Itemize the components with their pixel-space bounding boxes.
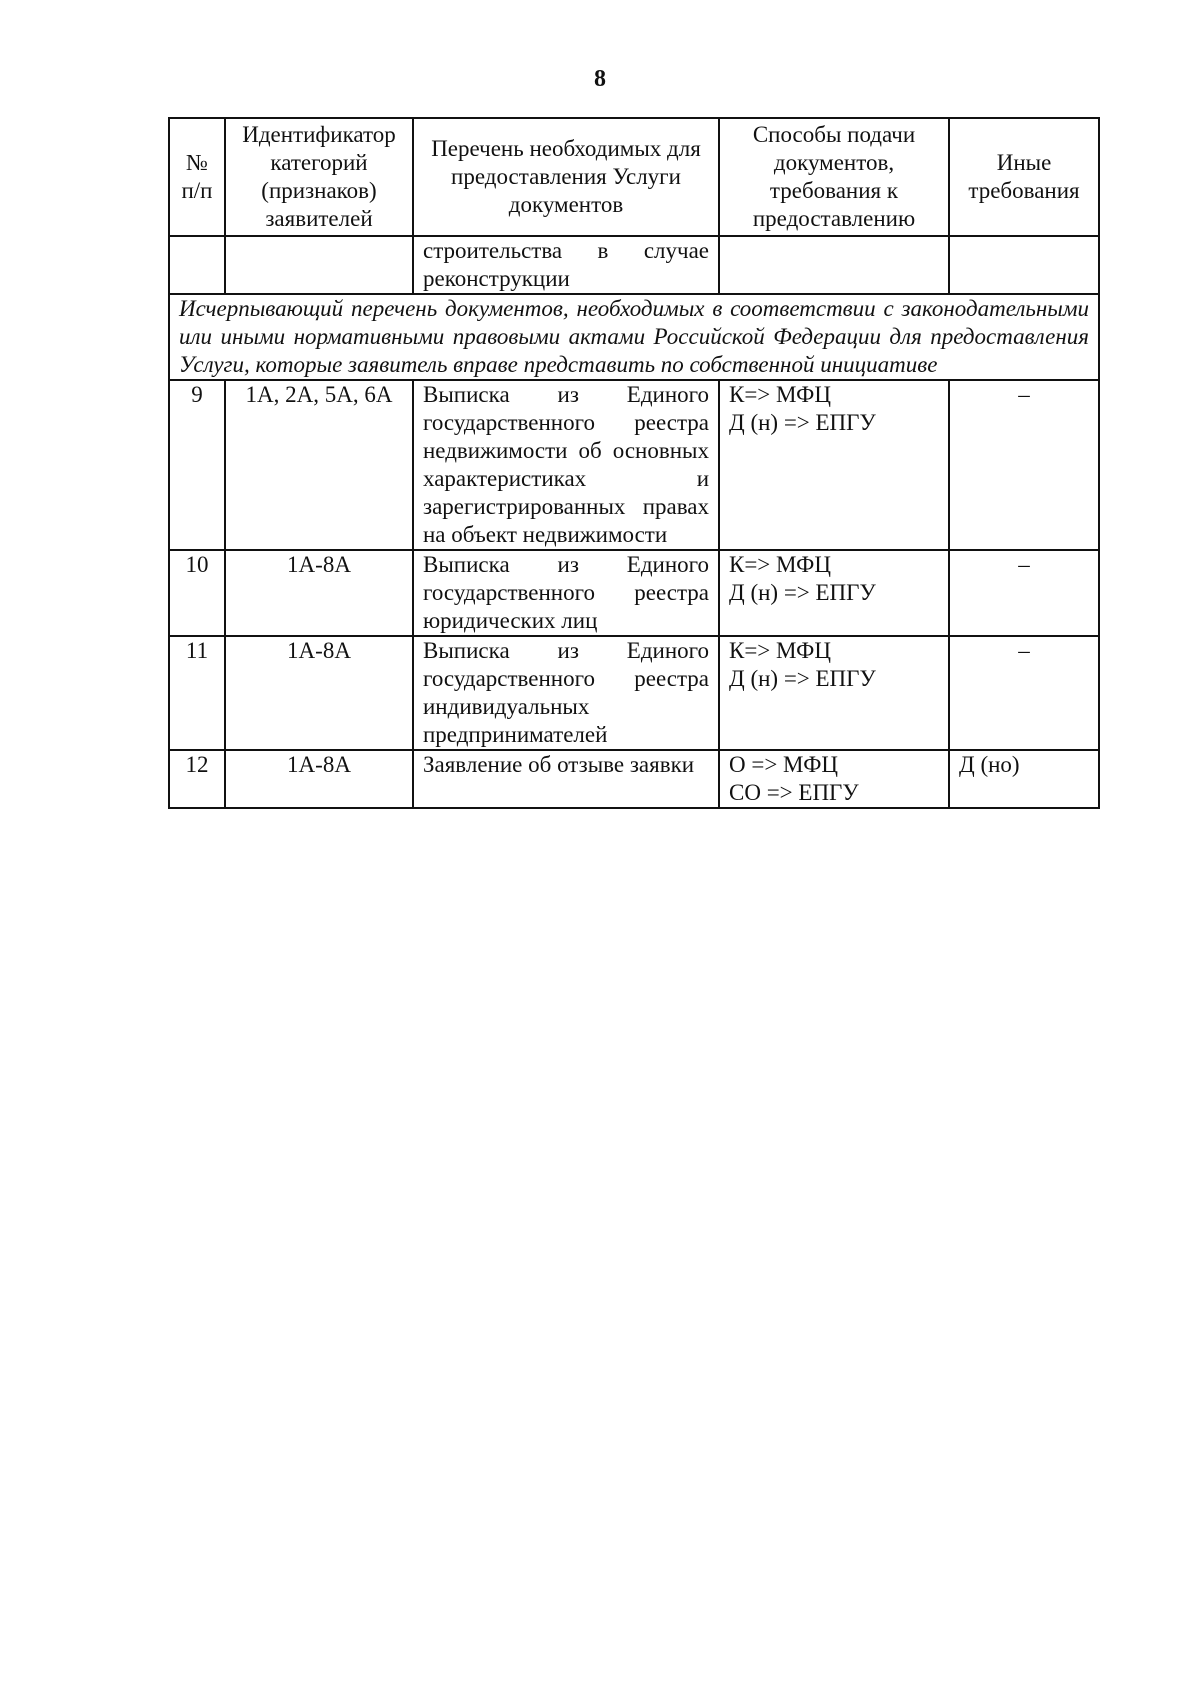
header-documents: Перечень необходимых для предоставления Услуги документов xyxy=(413,118,719,236)
cell-number: 9 xyxy=(169,380,225,550)
table-row-continuation xyxy=(169,236,1099,294)
method-line: СО => ЕПГУ xyxy=(729,780,859,805)
cell-methods xyxy=(719,236,949,294)
cell-category: 1А-8А xyxy=(225,550,413,636)
cell-category: 1А-8А xyxy=(225,750,413,808)
documents-table xyxy=(168,117,1100,809)
method-line: К=> МФЦ xyxy=(729,552,831,577)
cell-methods xyxy=(719,380,949,550)
table-header-row xyxy=(169,118,1099,236)
cell-other: – xyxy=(949,636,1099,750)
method-line: К=> МФЦ xyxy=(729,638,831,663)
table-section-row xyxy=(169,294,1099,380)
cell-number: 10 xyxy=(169,550,225,636)
cell-other: – xyxy=(949,550,1099,636)
cell-document: Заявление об отзыве заявки xyxy=(413,750,719,808)
cell-number: 12 xyxy=(169,750,225,808)
header-number: № п/п xyxy=(169,118,225,236)
table-row xyxy=(169,550,1099,636)
cell-document: Выписка из Единого государственного реестра юридических лиц xyxy=(413,550,719,636)
cell-document: строительства в случае реконструкции xyxy=(413,236,719,294)
cell-category xyxy=(225,236,413,294)
cell-methods xyxy=(719,550,949,636)
header-other: Иные требования xyxy=(949,118,1099,236)
method-line: О => МФЦ xyxy=(729,752,838,777)
table-row xyxy=(169,636,1099,750)
page-number: 8 xyxy=(594,66,606,92)
cell-number xyxy=(169,236,225,294)
table-row xyxy=(169,750,1099,808)
cell-category: 1А-8А xyxy=(225,636,413,750)
method-line: Д (н) => ЕПГУ xyxy=(729,410,876,435)
cell-document: Выписка из Единого государственного реестра индивидуальных предпринимателей xyxy=(413,636,719,750)
method-line: К=> МФЦ xyxy=(729,382,831,407)
method-line: Д (н) => ЕПГУ xyxy=(729,666,876,691)
cell-other: Д (но) xyxy=(949,750,1099,808)
header-category: Идентификатор категорий (признаков) заявителей xyxy=(225,118,413,236)
cell-category: 1А, 2А, 5А, 6А xyxy=(225,380,413,550)
cell-other xyxy=(949,236,1099,294)
cell-other: – xyxy=(949,380,1099,550)
cell-document: Выписка из Единого государственного реестра недвижимости об основных характеристиках и зарегистрированных правах на объект недвижимости xyxy=(413,380,719,550)
section-title: Исчерпывающий перечень документов, необходимых в соответствии с законодательными или иными нормативными правовыми актами Российской Федерации для предоставления Услуги, которые заявитель вправе представить по собственной инициативе xyxy=(169,294,1099,380)
cell-methods xyxy=(719,750,949,808)
table-row xyxy=(169,380,1099,550)
method-line: Д (н) => ЕПГУ xyxy=(729,580,876,605)
header-methods: Способы подачи документов, требования к предоставлению xyxy=(719,118,949,236)
cell-number: 11 xyxy=(169,636,225,750)
cell-methods xyxy=(719,636,949,750)
